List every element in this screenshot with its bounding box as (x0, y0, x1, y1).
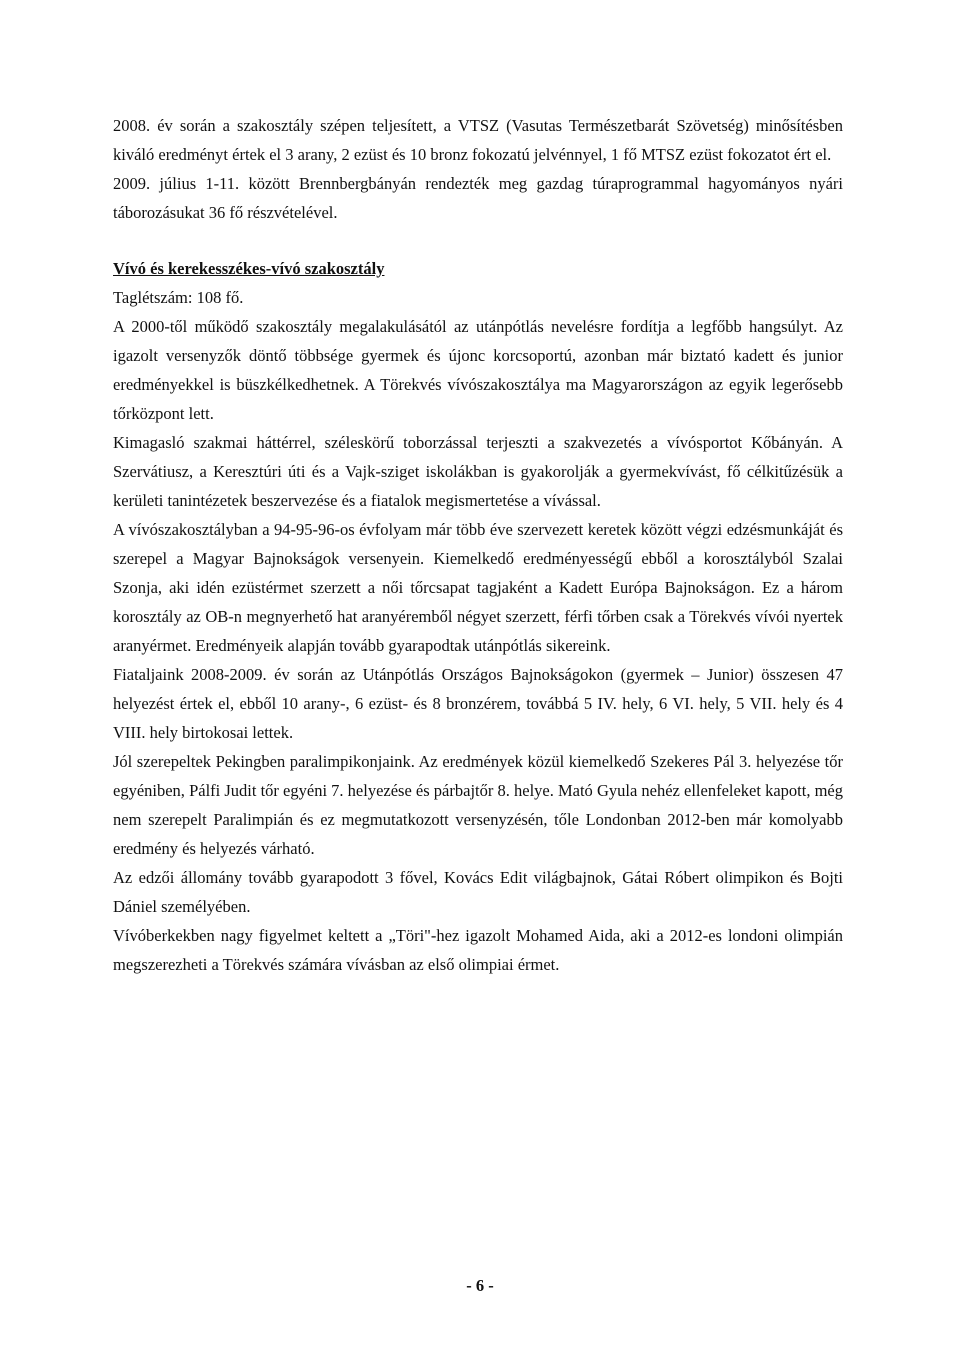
paragraph-age-groups: A vívószakosztályban a 94-95-96-os évfolyam már több éve szervezett keretek között végzi edzésmunkáját és szerepel a Magyar Bajnokságok versenyein. Kiemelkedő eredményességű ebből a korosztályból Szalai Szonja, aki idén ezüstérmet szerzett a női tőrcsapat tagjaként a Kadett Európa Bajnokságon. Ez a három korosztály az OB-n megnyerhető hat aranyéremből négyet szerzett, férfi tőrben csak a Törekvés vívói nyertek aranyérmet. Eredményeik alapján tovább gyarapodtak utánpótlás sikereink. (113, 520, 843, 655)
section-heading: Vívó és kerekesszékes-vívó szakosztály (113, 259, 385, 278)
paragraph-youth-focus: A 2000-től működő szakosztály megalakulásától az utánpótlás nevelésre fordítja a legfőbb hangsúlyt. Az igazolt versenyzők döntő többsége gyermek és újonc korcsoportú, azonban már biztató kadett és junior eredményekkel is büszkélkedhetnek. A Törekvés vívószakosztálya ma Magyarországon az egyik legerősebb tőrközpont lett. (113, 317, 843, 423)
paragraph-intro-2: 2009. július 1-11. között Brennbergbányán rendezték meg gazdag túraprogrammal hagyományos nyári táborozásukat 36 fő részvételével. (113, 174, 843, 222)
document-page (113, 111, 843, 979)
paragraph-intro-1: 2008. év során a szakosztály szépen teljesített, a VTSZ (Vasutas Természetbarát Szövetség) minősítésben kiváló eredményt értek el 3 arany, 2 ezüst és 10 bronz fokozatú jelvénnyel, 1 fő MTSZ ezüst fokozatot ért el. (113, 116, 843, 164)
paragraph-coaches: Az edzői állomány tovább gyarapodott 3 fővel, Kovács Edit világbajnok, Gátai Róbert olimpikon és Bojti Dániel személyében. (113, 868, 843, 916)
paragraph-olympic-hope: Vívóberkekben nagy figyelmet keltett a „Töri"-hez igazolt Mohamed Aida, aki a 2012-es londoni olimpián megszerezheti a Törekvés számára vívásban az első olimpiai érmet. (113, 926, 843, 974)
paragraph-membership: Taglétszám: 108 fő. (113, 288, 244, 307)
paragraph-paralympics: Jól szerepeltek Pekingben paralimpikonjaink. Az eredmények közül kiemelkedő Szekeres Pál 3. helyezése tőr egyéniben, Pálfi Judit tőr egyéni 7. helyezése és párbajtőr 8. helye. Mató Gyula nehéz ellenfeleket kapott, még nem szerepelt Paralimpián és ez megmutatkozott versenyzésén, tőle Londonban 2012-ben már komolyabb eredmény és helyezés várható. (113, 752, 843, 858)
paragraph-recruitment: Kimagasló szakmai háttérrel, széleskörű toborzással terjeszti a szakvezetés a vívósportot Kőbányán. A Szervátiusz, a Keresztúri úti és a Vajk-sziget iskolákban is gyakorolják a gyermekvívást, fő célkitűzésük a kerületi tanintézetek beszervezése és a fiatalok megismertetése a vívással. (113, 433, 843, 510)
paragraph-youth-results: Fiataljaink 2008-2009. év során az Utánpótlás Országos Bajnokságokon (gyermek – Junior) összesen 47 helyezést értek el, ebből 10 arany-, 6 ezüst- és 8 bronzérem, továbbá 5 IV. hely, 6 VI. hely, 5 VII. hely és 4 VIII. hely birtokosai lettek. (113, 665, 843, 742)
page-number: - 6 - (466, 1276, 494, 1295)
